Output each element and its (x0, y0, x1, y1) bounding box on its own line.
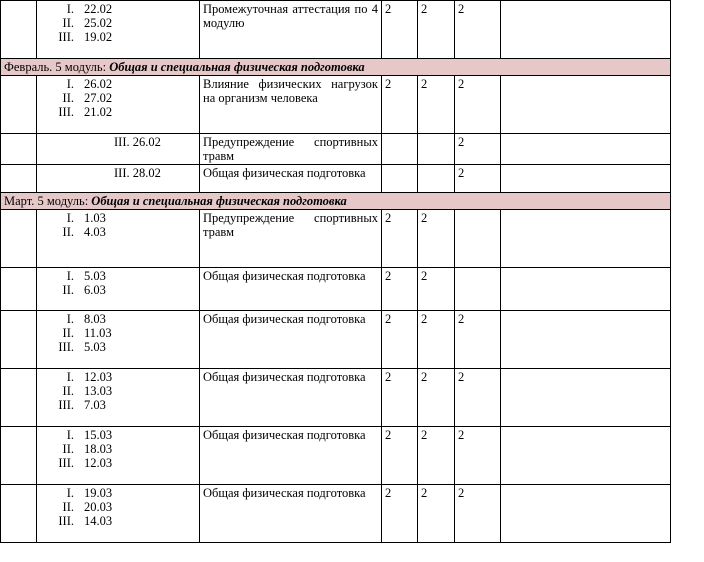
table-row (1, 311, 671, 369)
topic-cell: Предупреждение спортивных травм (200, 134, 382, 165)
group-numeral: I. (66, 211, 74, 225)
date-line (40, 326, 196, 340)
hours-cell: 2 (382, 1, 418, 59)
hours-cell (382, 165, 418, 193)
notes-cell (501, 210, 671, 268)
notes-cell (501, 369, 671, 427)
date-value: 13.03 (84, 384, 113, 398)
date-value: 27.02 (84, 91, 113, 105)
date-value: 11.03 (84, 326, 112, 340)
hours-cell: 2 (455, 369, 501, 427)
hours-cell: 2 (455, 311, 501, 369)
date-value: 4.03 (84, 225, 106, 239)
group-numeral: II. (62, 91, 74, 105)
group-numeral: III. (58, 514, 74, 528)
dates-cell (37, 210, 200, 268)
date-value: 15.03 (84, 428, 113, 442)
dates-cell (37, 76, 200, 134)
section-prefix: Февраль. 5 модуль: (4, 60, 110, 74)
group-numeral: II. (62, 384, 74, 398)
hours-cell (455, 268, 501, 311)
empty-cell (1, 485, 37, 543)
date-value: 12.03 (84, 370, 113, 384)
section-header (1, 59, 671, 76)
hours-cell: 2 (382, 369, 418, 427)
date-line (40, 269, 196, 283)
date-value: 5.03 (84, 340, 106, 354)
hours-cell: 2 (455, 1, 501, 59)
group-numeral: II. (62, 225, 74, 239)
hours-cell: 2 (382, 76, 418, 134)
topic-cell: Общая физическая подготовка (200, 165, 382, 193)
group-numeral: I. (66, 312, 74, 326)
group-numeral: II. (62, 326, 74, 340)
date-line (40, 105, 196, 119)
dates-cell (37, 268, 200, 311)
hours-cell: 2 (382, 485, 418, 543)
hours-cell: 2 (418, 210, 455, 268)
date-line (40, 370, 196, 384)
table-row (1, 369, 671, 427)
topic-cell: Общая физическая подготовка (200, 427, 382, 485)
dates-cell (37, 165, 200, 193)
topic-cell: Общая физическая подготовка (200, 311, 382, 369)
empty-cell (1, 268, 37, 311)
hours-cell: 2 (418, 369, 455, 427)
hours-cell: 2 (455, 165, 501, 193)
date-line (40, 398, 196, 412)
dates-cell (37, 485, 200, 543)
section-title: Общая и специальная физическая подготовка (109, 60, 365, 74)
date-line (40, 442, 196, 456)
hours-cell: 2 (382, 311, 418, 369)
hours-cell: 2 (418, 1, 455, 59)
hours-cell (418, 134, 455, 165)
date-value: 20.03 (84, 500, 113, 514)
hours-cell: 2 (455, 134, 501, 165)
empty-cell (1, 165, 37, 193)
section-header-row (1, 59, 671, 76)
group-numeral: III. (58, 398, 74, 412)
hours-cell (455, 210, 501, 268)
table-row (1, 165, 671, 193)
table-row (1, 210, 671, 268)
notes-cell (501, 134, 671, 165)
date-line (40, 30, 196, 44)
hours-cell: 2 (382, 427, 418, 485)
date-line (40, 77, 196, 91)
group-numeral: II. (62, 283, 74, 297)
topic-cell: Общая физическая подготовка (200, 485, 382, 543)
empty-cell (1, 76, 37, 134)
group-numeral: III. (58, 30, 74, 44)
topic-cell: Общая физическая подготовка (200, 268, 382, 311)
notes-cell (501, 165, 671, 193)
date-value: 26.02 (84, 77, 113, 91)
date-value: III. 28.02 (114, 166, 161, 180)
date-line (40, 428, 196, 442)
date-value: 25.02 (84, 16, 113, 30)
hours-cell (382, 134, 418, 165)
group-numeral: III. (58, 340, 74, 354)
date-value: 22.02 (84, 2, 113, 16)
hours-cell: 2 (418, 268, 455, 311)
date-line (40, 283, 196, 297)
hours-cell: 2 (455, 427, 501, 485)
group-numeral: I. (66, 2, 74, 16)
date-line (40, 514, 196, 528)
table-row (1, 1, 671, 59)
section-header-row (1, 193, 671, 210)
section-prefix: Март. 5 модуль: (4, 194, 92, 208)
notes-cell (501, 427, 671, 485)
table-row (1, 76, 671, 134)
table-row (1, 427, 671, 485)
date-line (40, 16, 196, 30)
group-numeral: I. (66, 269, 74, 283)
dates-cell (37, 369, 200, 427)
group-numeral: II. (62, 442, 74, 456)
group-numeral: I. (66, 370, 74, 384)
group-numeral: III. (58, 105, 74, 119)
date-line (40, 500, 196, 514)
date-line (40, 456, 196, 470)
date-line (40, 225, 196, 239)
date-line (40, 486, 196, 500)
hours-cell: 2 (455, 485, 501, 543)
notes-cell (501, 311, 671, 369)
date-value: 19.02 (84, 30, 113, 44)
topic-cell: Промежуточная аттестация по 4 модулю (200, 1, 382, 59)
schedule-table-body (1, 1, 671, 543)
hours-cell: 2 (382, 210, 418, 268)
empty-cell (1, 369, 37, 427)
dates-cell (37, 427, 200, 485)
date-line (40, 211, 196, 225)
topic-cell: Общая физическая подготовка (200, 369, 382, 427)
hours-cell: 2 (418, 485, 455, 543)
group-numeral: II. (62, 500, 74, 514)
table-row (1, 485, 671, 543)
date-value: 6.03 (84, 283, 106, 297)
date-line (40, 312, 196, 326)
dates-cell (37, 311, 200, 369)
date-value: 7.03 (84, 398, 106, 412)
empty-cell (1, 210, 37, 268)
date-value: 12.03 (84, 456, 113, 470)
notes-cell (501, 268, 671, 311)
date-line (40, 91, 196, 105)
date-value: 8.03 (84, 312, 106, 326)
date-value: 21.02 (84, 105, 113, 119)
date-value: 1.03 (84, 211, 106, 225)
hours-cell: 2 (418, 76, 455, 134)
topic-cell: Влияние физических нагрузок на организм человека (200, 76, 382, 134)
empty-cell (1, 427, 37, 485)
notes-cell (501, 1, 671, 59)
date-value: 19.03 (84, 486, 113, 500)
hours-cell: 2 (418, 311, 455, 369)
group-numeral: III. (58, 456, 74, 470)
section-title: Общая и специальная физическая подготовка (91, 194, 347, 208)
date-line (40, 340, 196, 354)
date-value: 5.03 (84, 269, 106, 283)
dates-cell (37, 1, 200, 59)
hours-cell: 2 (455, 76, 501, 134)
date-line (40, 384, 196, 398)
hours-cell: 2 (382, 268, 418, 311)
date-value: III. 26.02 (114, 135, 161, 149)
notes-cell (501, 76, 671, 134)
empty-cell (1, 1, 37, 59)
hours-cell (418, 165, 455, 193)
dates-cell (37, 134, 200, 165)
date-line (40, 2, 196, 16)
group-numeral: I. (66, 428, 74, 442)
table-row (1, 268, 671, 311)
group-numeral: I. (66, 77, 74, 91)
date-value: 14.03 (84, 514, 113, 528)
group-numeral: II. (62, 16, 74, 30)
table-row (1, 134, 671, 165)
empty-cell (1, 311, 37, 369)
group-numeral: I. (66, 486, 74, 500)
notes-cell (501, 485, 671, 543)
section-header (1, 193, 671, 210)
hours-cell: 2 (418, 427, 455, 485)
empty-cell (1, 134, 37, 165)
topic-cell: Предупреждение спортивных травм (200, 210, 382, 268)
date-value: 18.03 (84, 442, 113, 456)
